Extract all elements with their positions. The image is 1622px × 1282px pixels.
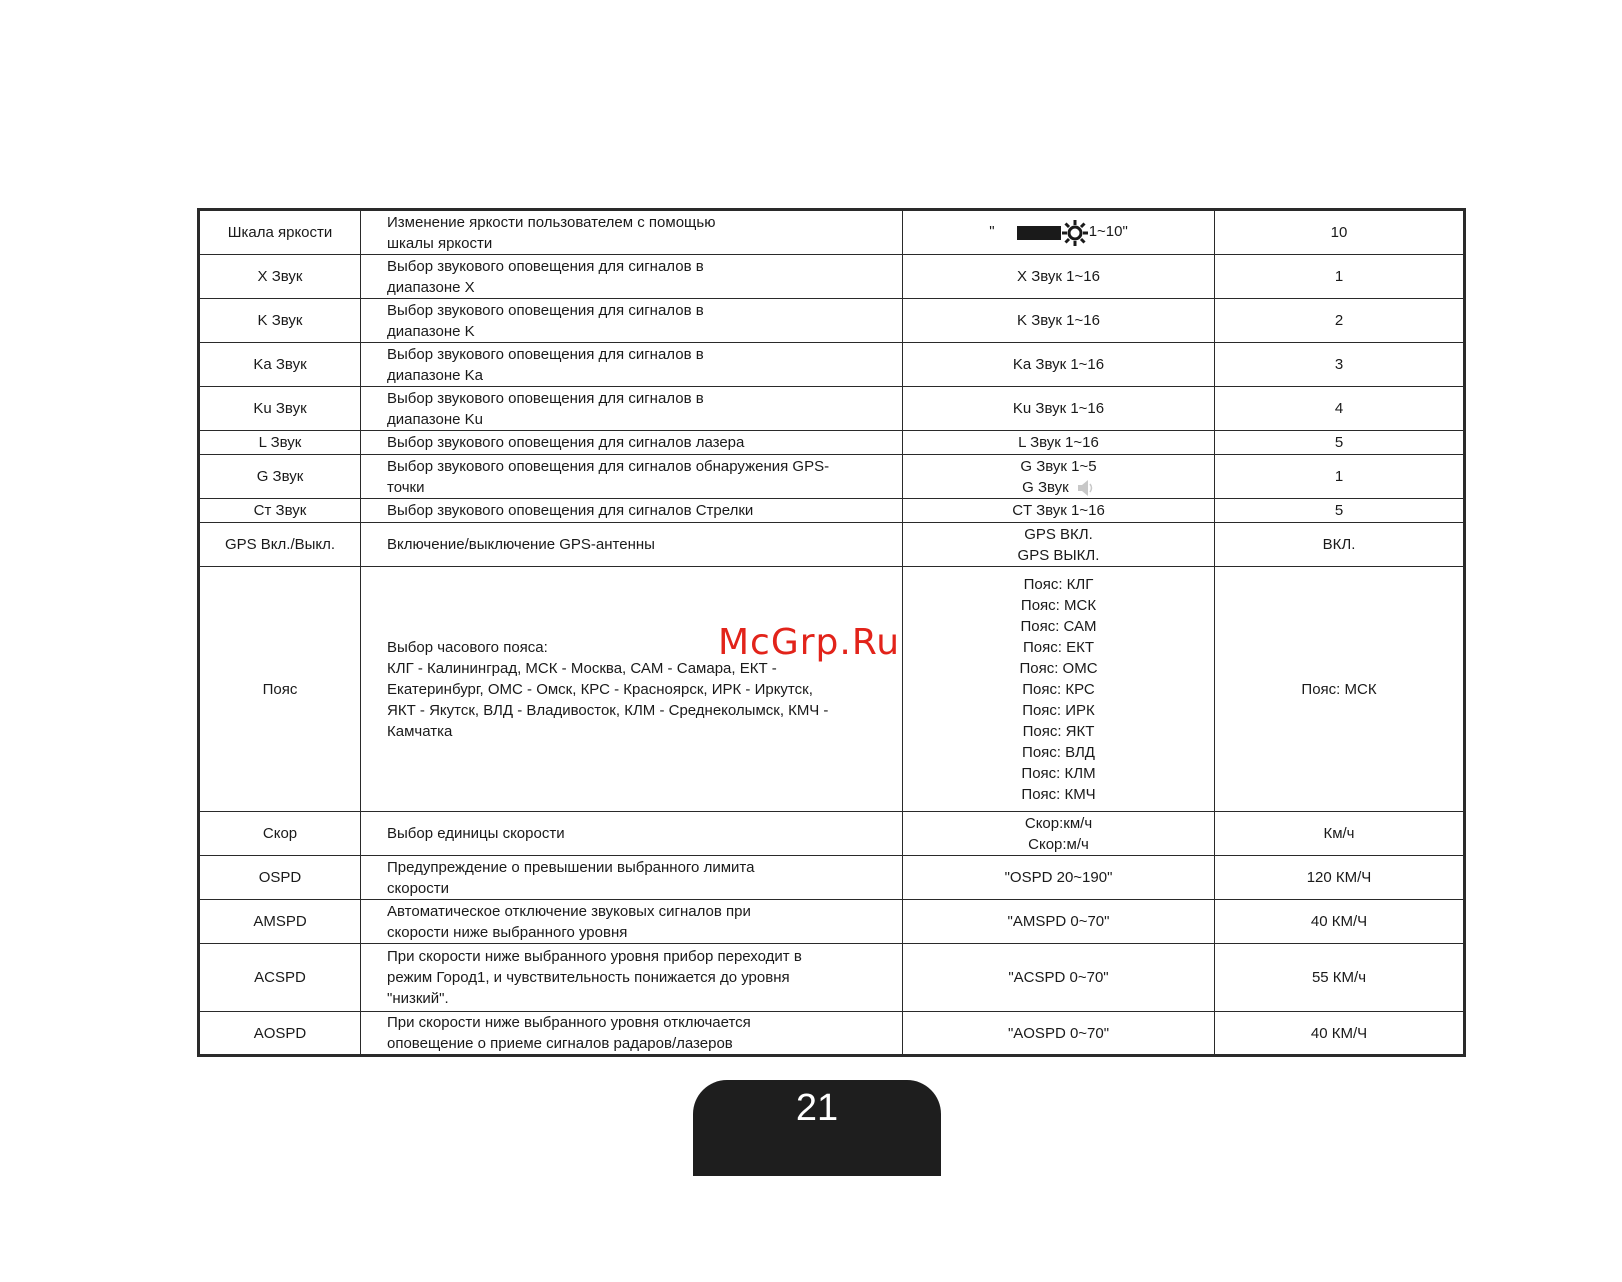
sun-icon: [1061, 219, 1089, 247]
setting-description: Изменение яркости пользователем с помощью шкалы яркости: [361, 210, 903, 255]
setting-default: 120 КМ/Ч: [1215, 856, 1465, 900]
table-row: [199, 812, 1465, 856]
setting-name: Ст Звук: [199, 499, 361, 523]
setting-default: 2: [1215, 299, 1465, 343]
page-number-tab: [693, 1080, 941, 1176]
setting-name: Пояс: [199, 567, 361, 812]
setting-options: Пояс: КЛГ Пояс: МСК Пояс: САМ Пояс: ЕКТ Пояс: ОМС Пояс: КРС Пояс: ИРК Пояс: ЯКТ Пояс: ВЛД Пояс: КЛМ Пояс: КМЧ: [903, 567, 1215, 812]
setting-options: CT Звук 1~16: [903, 499, 1215, 523]
setting-description: Выбор часового пояса: КЛГ - Калининград, МСК - Москва, САМ - Самара, ЕКТ - Екатеринбург, ОМС - Омск, КРС - Красноярск, ИРК - Иркутск, ЯКТ - Якутск, ВЛД - Владивосток, КЛМ - Среднеколымск, КМЧ - Камчатка: [361, 567, 903, 812]
setting-default: 40 КМ/Ч: [1215, 900, 1465, 944]
setting-name: Скор: [199, 812, 361, 856]
table-row: [199, 856, 1465, 900]
setting-default: Пояс: МСК: [1215, 567, 1465, 812]
setting-options: G Звук 1~5 G Звук: [903, 455, 1215, 499]
table-row: [199, 210, 1465, 255]
setting-description: Выбор единицы скорости: [361, 812, 903, 856]
setting-options: "ACSPD 0~70": [903, 944, 1215, 1012]
setting-default: ВКЛ.: [1215, 523, 1465, 567]
setting-name: Ku Звук: [199, 387, 361, 431]
setting-name: AMSPD: [199, 900, 361, 944]
setting-description: Выбор звукового оповещения для сигналов лазера: [361, 431, 903, 455]
setting-description: Выбор звукового оповещения для сигналов обнаружения GPS- точки: [361, 455, 903, 499]
setting-options: Скор:км/ч Скор:м/ч: [903, 812, 1215, 856]
setting-description: Выбор звукового оповещения для сигналов в диапазоне X: [361, 255, 903, 299]
setting-default: 40 КМ/Ч: [1215, 1012, 1465, 1056]
setting-options: Ka Звук 1~16: [903, 343, 1215, 387]
setting-default: Км/ч: [1215, 812, 1465, 856]
table-row: [199, 431, 1465, 455]
setting-description: Выбор звукового оповещения для сигналов в диапазоне Ku: [361, 387, 903, 431]
setting-default: 1: [1215, 255, 1465, 299]
setting-description: Включение/выключение GPS-антенны: [361, 523, 903, 567]
table-row: [199, 1012, 1465, 1056]
setting-name: K Звук: [199, 299, 361, 343]
settings-table: [197, 208, 1466, 1057]
setting-description: При скорости ниже выбранного уровня отключается оповещение о приеме сигналов радаров/лазеров: [361, 1012, 903, 1056]
moon-icon: [999, 222, 1017, 244]
setting-name: ACSPD: [199, 944, 361, 1012]
setting-name: G Звук: [199, 455, 361, 499]
setting-default: 3: [1215, 343, 1465, 387]
setting-name: GPS Вкл./Выкл.: [199, 523, 361, 567]
setting-options: "OSPD 20~190": [903, 856, 1215, 900]
table-row: [199, 343, 1465, 387]
brightness-scale: " 1~10": [989, 223, 1128, 240]
setting-options: L Звук 1~16: [903, 431, 1215, 455]
page-number: 21: [795, 1087, 839, 1129]
table-row: [199, 455, 1465, 499]
setting-default: 55 КМ/ч: [1215, 944, 1465, 1012]
setting-options: X Звук 1~16: [903, 255, 1215, 299]
setting-default: 10: [1215, 210, 1465, 255]
setting-description: Предупреждение о превышении выбранного лимита скорости: [361, 856, 903, 900]
table-row: [199, 499, 1465, 523]
setting-description: При скорости ниже выбранного уровня прибор переходит в режим Город1, и чувствительность понижается до уровня "низкий".: [361, 944, 903, 1012]
setting-description: Выбор звукового оповещения для сигналов в диапазоне Ka: [361, 343, 903, 387]
setting-default: 4: [1215, 387, 1465, 431]
setting-name: Шкала яркости: [199, 210, 361, 255]
setting-options: "AOSPD 0~70": [903, 1012, 1215, 1056]
setting-default: 5: [1215, 431, 1465, 455]
table-row: [199, 900, 1465, 944]
setting-name: OSPD: [199, 856, 361, 900]
table-row: [199, 255, 1465, 299]
setting-default: 1: [1215, 455, 1465, 499]
setting-options: GPS ВКЛ. GPS ВЫКЛ.: [903, 523, 1215, 567]
setting-name: AOSPD: [199, 1012, 361, 1056]
setting-default: 5: [1215, 499, 1465, 523]
speaker-icon: [1077, 479, 1095, 497]
setting-options: K Звук 1~16: [903, 299, 1215, 343]
setting-options: "AMSPD 0~70": [903, 900, 1215, 944]
setting-options: [903, 210, 1215, 255]
setting-description: Выбор звукового оповещения для сигналов Стрелки: [361, 499, 903, 523]
setting-description: Выбор звукового оповещения для сигналов в диапазоне K: [361, 299, 903, 343]
table-row: [199, 567, 1465, 812]
setting-name: X Звук: [199, 255, 361, 299]
setting-description: Автоматическое отключение звуковых сигналов при скорости ниже выбранного уровня: [361, 900, 903, 944]
table-row: [199, 299, 1465, 343]
setting-name: Ka Звук: [199, 343, 361, 387]
table-row: [199, 523, 1465, 567]
watermark: McGrp.Ru: [718, 622, 901, 663]
table-row: [199, 944, 1465, 1012]
setting-name: L Звук: [199, 431, 361, 455]
brightness-bar-icon: [1017, 222, 1061, 244]
table-row: [199, 387, 1465, 431]
setting-options: Ku Звук 1~16: [903, 387, 1215, 431]
